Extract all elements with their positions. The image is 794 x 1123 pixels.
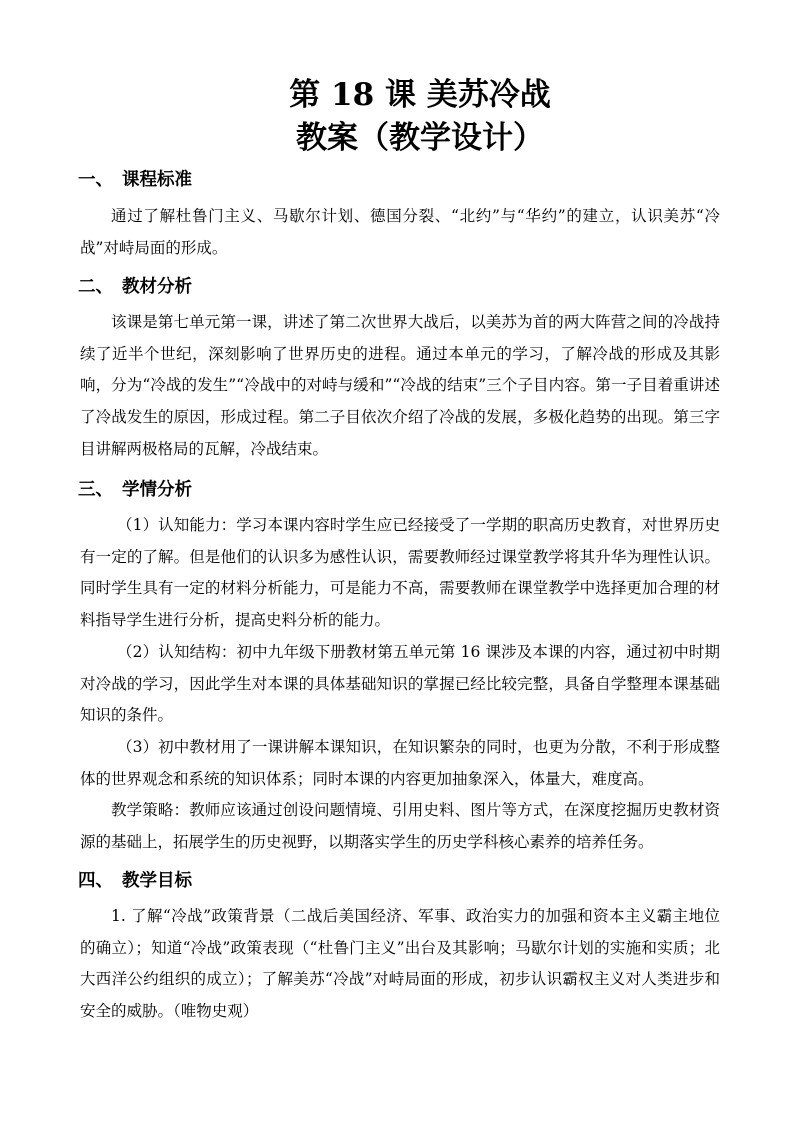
section-number: 一、 — [78, 170, 113, 190]
section-title: 课程标准 — [122, 170, 192, 190]
section-title: 教学目标 — [122, 871, 192, 891]
section-title: 教材分析 — [122, 277, 192, 297]
paragraph-teaching-strategy: 教学策略：教师应该通过创设问题情境、引用史料、图片等方式，在深度挖掘历史教材资源的基础上，拓展学生的历史视野，以期落实学生的历史学科核心素养的培养任务。 — [80, 801, 720, 851]
section-heading-material-analysis — [78, 275, 192, 299]
section-title: 学情分析 — [122, 480, 192, 500]
section-heading-teaching-objectives — [78, 869, 192, 893]
section-number: 四、 — [78, 871, 113, 891]
section-number: 三、 — [78, 480, 113, 500]
paragraph-material-analysis: 该课是第七单元第一课，讲述了第二次世界大战后，以美苏为首的两大阵营之间的冷战持续了近半个世纪，深刻影响了世界历史的进程。通过本单元的学习，了解冷战的形成及其影响，分为“冷战的发生”“冷战中的对峙与缓和”“冷战的结束”三个子目内容。第一子目着重讲述了冷战发生的原因，形成过程。第二子目依次介绍了冷战的发展，多极化趋势的出现。第三字目讲解两极格局的瓦解，冷战结束。 — [80, 313, 720, 458]
section-heading-learner-analysis — [78, 478, 192, 502]
paragraph-cognitive-ability: （1）认知能力：学习本课内容时学生应已经接受了一学期的职高历史教育，对世界历史有一定的了解。但是他们的认识多为感性认识，需要教师经过课堂教学将其升华为理性认识。同时学生具有一定的材料分析能力，可是能力不高，需要教师在课堂教学中选择更加合理的材料指导学生进行分析，提高史料分析的能力。 — [80, 516, 720, 630]
paragraph-junior-textbook: （3）初中教材用了一课讲解本课知识，在知识繁杂的同时，也更为分散，不利于形成整体的世界观念和系统的知识体系；同时本课的内容更加抽象深入，体量大，难度高。 — [80, 738, 720, 788]
paragraph-cognitive-structure: （2）认知结构：初中九年级下册教材第五单元第 16 课涉及本课的内容，通过初中时期对冷战的学习，因此学生对本课的具体基础知识的掌握已经比较完整，具备自学整理本课基础知识的条件。 — [80, 643, 720, 725]
paragraph-course-standard: 通过了解杜鲁门主义、马歇尔计划、德国分裂、“北约”与“华约”的建立，认识美苏“冷战”对峙局面的形成。 — [80, 207, 720, 257]
lesson-subtitle: 教案（教学设计） — [296, 120, 544, 156]
lesson-title: 第 18 课 美苏冷战 — [289, 77, 551, 113]
section-heading-course-standard — [78, 168, 192, 192]
paragraph-objective-1: 1. 了解“冷战”政策背景（二战后美国经济、军事、政治实力的加强和资本主义霸主地位的确立）；知道“冷战”政策表现（“杜鲁门主义”出台及其影响；马歇尔计划的实施和实质；北大西洋公约组织的成立）；了解美苏“冷战”对峙局面的形成，初步认识霸权主义对人类进步和安全的威胁。（唯物史观） — [80, 907, 720, 1021]
section-number: 二、 — [78, 277, 113, 297]
